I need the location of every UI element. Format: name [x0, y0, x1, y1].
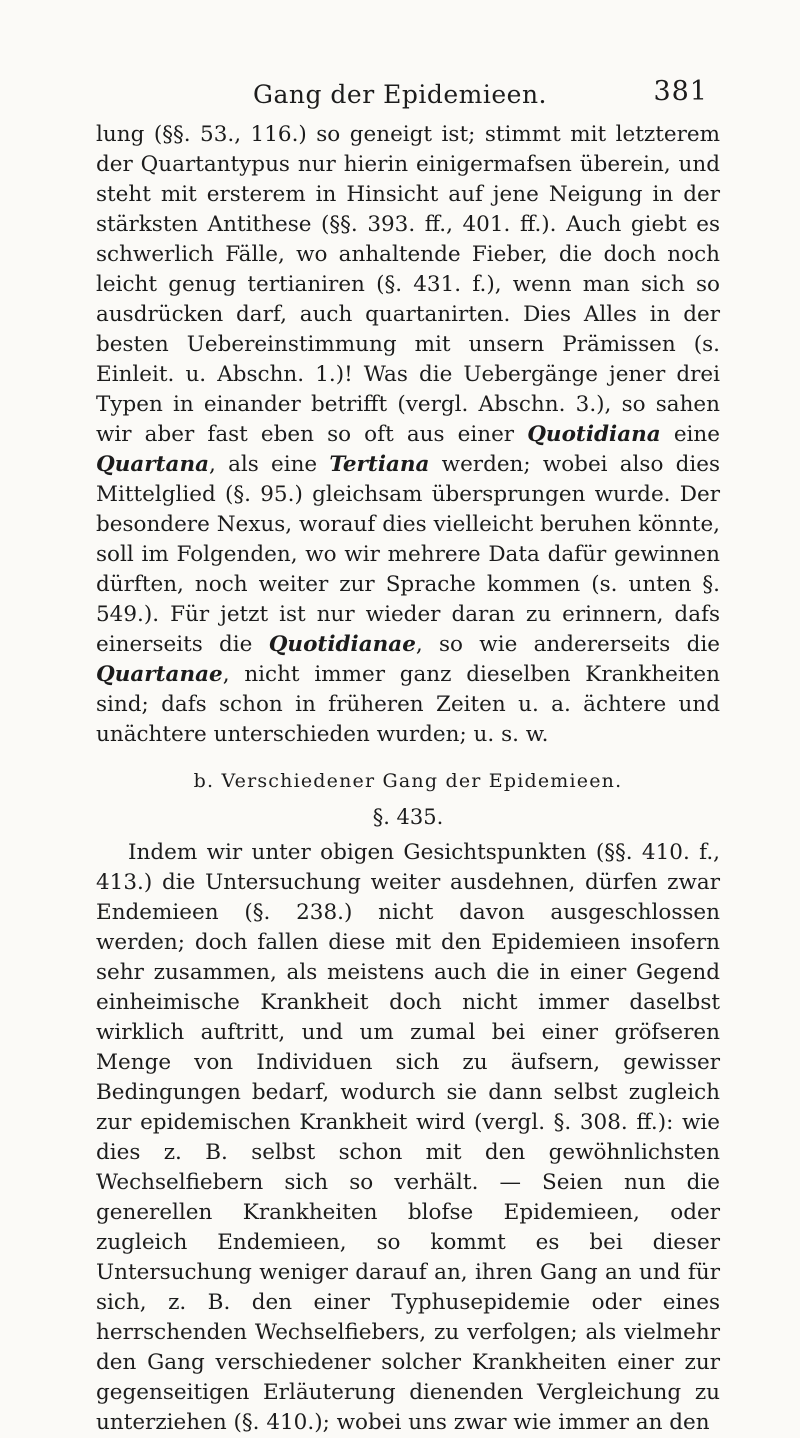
page-number: 381	[653, 76, 708, 107]
running-header: Gang der Epidemieen.	[252, 80, 547, 109]
body-text	[96, 120, 720, 1438]
paragraph-continued: lung (§§. 53., 116.) so geneigt ist; stimmt mit letzterem der Quartantypus nur hierin einigermafsen überein, und steht mit ersterem in Hinsicht auf jene Neigung in der stärksten Antithese (§§. 393. ff., 401. ff.). Auch giebt es schwerlich Fälle, wo anhaltende Fieber, die doch noch leicht genug tertianiren (§. 431. f.), wenn man sich so ausdrücken darf, auch quartanirten. Dies Alles in der besten Uebereinstimmung mit unsern Prämissen (s. Einleit. u. Abschn. 1.)! Was die Uebergänge jener drei Typen in einander betrifft (vergl. Abschn. 3.), so sahen wir aber fast eben so oft aus einer Quotidiana eine Quartana, als eine Tertiana werden; wobei also dies Mittelglied (§. 95.) gleichsam übersprungen wurde. Der besondere Nexus, worauf dies vielleicht beruhen könnte, soll im Folgenden, wo wir mehrere Data dafür gewinnen dürften, noch weiter zur Sprache kommen (s. unten §. 549.). Für jetzt ist nur wieder daran zu erinnern, dafs einerseits die Quotidianae, so wie andererseits die Quartanae, nicht immer ganz dieselben Krankheiten sind; dafs schon in früheren Zeiten u. a. ächtere und unächtere unterschieden wurden; u. s. w.	[96, 122, 720, 747]
paragraph-435: Indem wir unter obigen Gesichtspunkten (§§. 410. f., 413.) die Untersuchung weiter ausdehnen, dürfen zwar Endemieen (§. 238.) nicht davon ausgeschlossen werden; doch fallen diese mit den Epidemieen insofern sehr zusammen, als meistens auch die in einer Gegend einheimische Krankheit doch nicht immer daselbst wirklich auftritt, und um zumal bei einer gröfseren Menge von Individuen sich zu äufsern, gewisser Bedingungen bedarf, wodurch sie dann selbst zugleich zur epidemischen Krankheit wird (vergl. §. 308. ff.): wie dies z. B. selbst schon mit den gewöhnlichsten Wechselfiebern sich so verhält. — Seien nun die generellen Krankheiten blofse Epidemieen, oder zugleich Endemieen, so kommt es bei dieser Untersuchung weniger darauf an, ihren Gang an und für sich, z. B. den einer Typhusepidemie oder eines herrschenden Wechselfiebers, zu verfolgen; als vielmehr den Gang verschiedener solcher Krankheiten einer zur gegenseitigen Erläuterung dienenden Vergleichung zu unterziehen (§. 410.); wobei uns zwar wie immer an den	[96, 840, 720, 1435]
section-number: §. 435.	[372, 805, 444, 829]
section-heading: b. Verschiedener Gang der Epidemieen.	[193, 770, 623, 792]
